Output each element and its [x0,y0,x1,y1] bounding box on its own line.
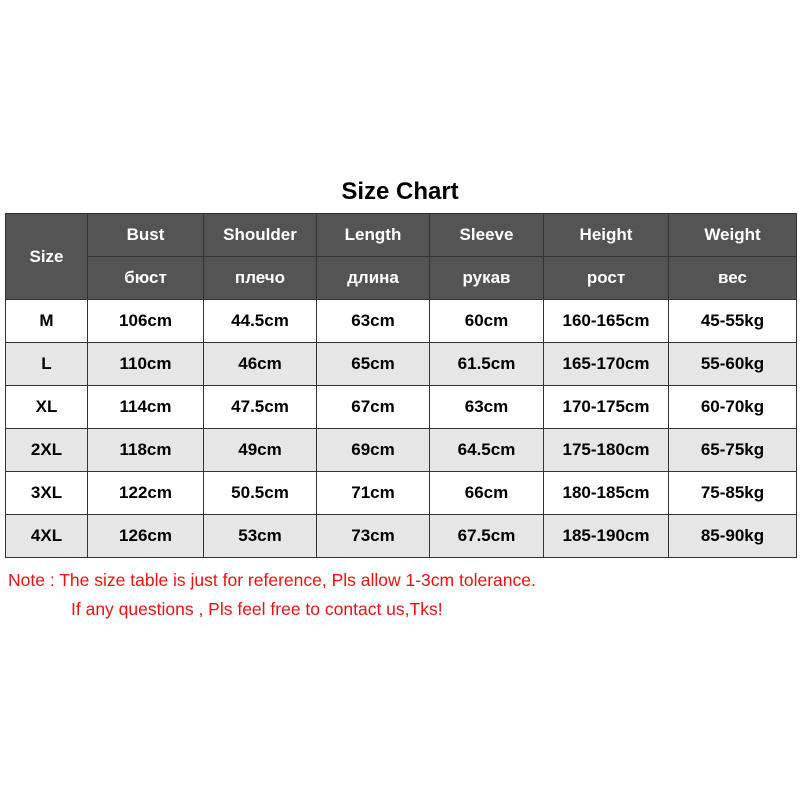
bust-cell: 118cm [88,429,204,472]
height-cell: 170-175cm [544,386,669,429]
size-cell: L [6,343,88,386]
size-cell: M [6,300,88,343]
weight-cell: 60-70kg [669,386,797,429]
length-cell: 63cm [317,300,430,343]
shoulder-cell: 46cm [204,343,317,386]
table-row [6,429,797,472]
column-header-sleeve: Sleeve [430,214,544,257]
sleeve-cell: 63cm [430,386,544,429]
bust-cell: 126cm [88,515,204,558]
tolerance-note [8,566,798,624]
height-cell: 180-185cm [544,472,669,515]
height-cell: 160-165cm [544,300,669,343]
table-row [6,472,797,515]
size-cell: 3XL [6,472,88,515]
header-row-russian [6,257,797,300]
bust-cell: 110cm [88,343,204,386]
weight-cell: 75-85kg [669,472,797,515]
bust-cell: 122cm [88,472,204,515]
column-subheader-weight: вес [669,257,797,300]
shoulder-cell: 47.5cm [204,386,317,429]
note-line-2: If any questions , Pls feel free to contact us,Tks! [71,599,443,619]
size-cell: 4XL [6,515,88,558]
length-cell: 69cm [317,429,430,472]
size-cell: 2XL [6,429,88,472]
size-table [5,213,797,558]
shoulder-cell: 49cm [204,429,317,472]
bust-cell: 114cm [88,386,204,429]
column-header-length: Length [317,214,430,257]
shoulder-cell: 50.5cm [204,472,317,515]
column-subheader-height: рост [544,257,669,300]
height-cell: 165-170cm [544,343,669,386]
bust-cell: 106cm [88,300,204,343]
size-cell: XL [6,386,88,429]
column-subheader-sleeve: рукав [430,257,544,300]
length-cell: 73cm [317,515,430,558]
column-header-height: Height [544,214,669,257]
column-header-weight: Weight [669,214,797,257]
table-row [6,386,797,429]
shoulder-cell: 53cm [204,515,317,558]
sleeve-cell: 64.5cm [430,429,544,472]
column-subheader-length: длина [317,257,430,300]
column-subheader-shoulder: плечо [204,257,317,300]
sleeve-cell: 60cm [430,300,544,343]
note-line-1: Note : The size table is just for reference, Pls allow 1-3cm tolerance. [8,570,536,590]
sleeve-cell: 66cm [430,472,544,515]
weight-cell: 45-55kg [669,300,797,343]
length-cell: 65cm [317,343,430,386]
column-subheader-bust: бюст [88,257,204,300]
length-cell: 67cm [317,386,430,429]
table-row [6,343,797,386]
size-column-header: Size [6,214,88,300]
table-row [6,515,797,558]
column-header-shoulder: Shoulder [204,214,317,257]
header-row-english [6,214,797,257]
chart-title: Size Chart [341,178,459,205]
shoulder-cell: 44.5cm [204,300,317,343]
weight-cell: 55-60kg [669,343,797,386]
height-cell: 175-180cm [544,429,669,472]
table-row [6,300,797,343]
sleeve-cell: 61.5cm [430,343,544,386]
weight-cell: 65-75kg [669,429,797,472]
sleeve-cell: 67.5cm [430,515,544,558]
length-cell: 71cm [317,472,430,515]
weight-cell: 85-90kg [669,515,797,558]
column-header-bust: Bust [88,214,204,257]
height-cell: 185-190cm [544,515,669,558]
